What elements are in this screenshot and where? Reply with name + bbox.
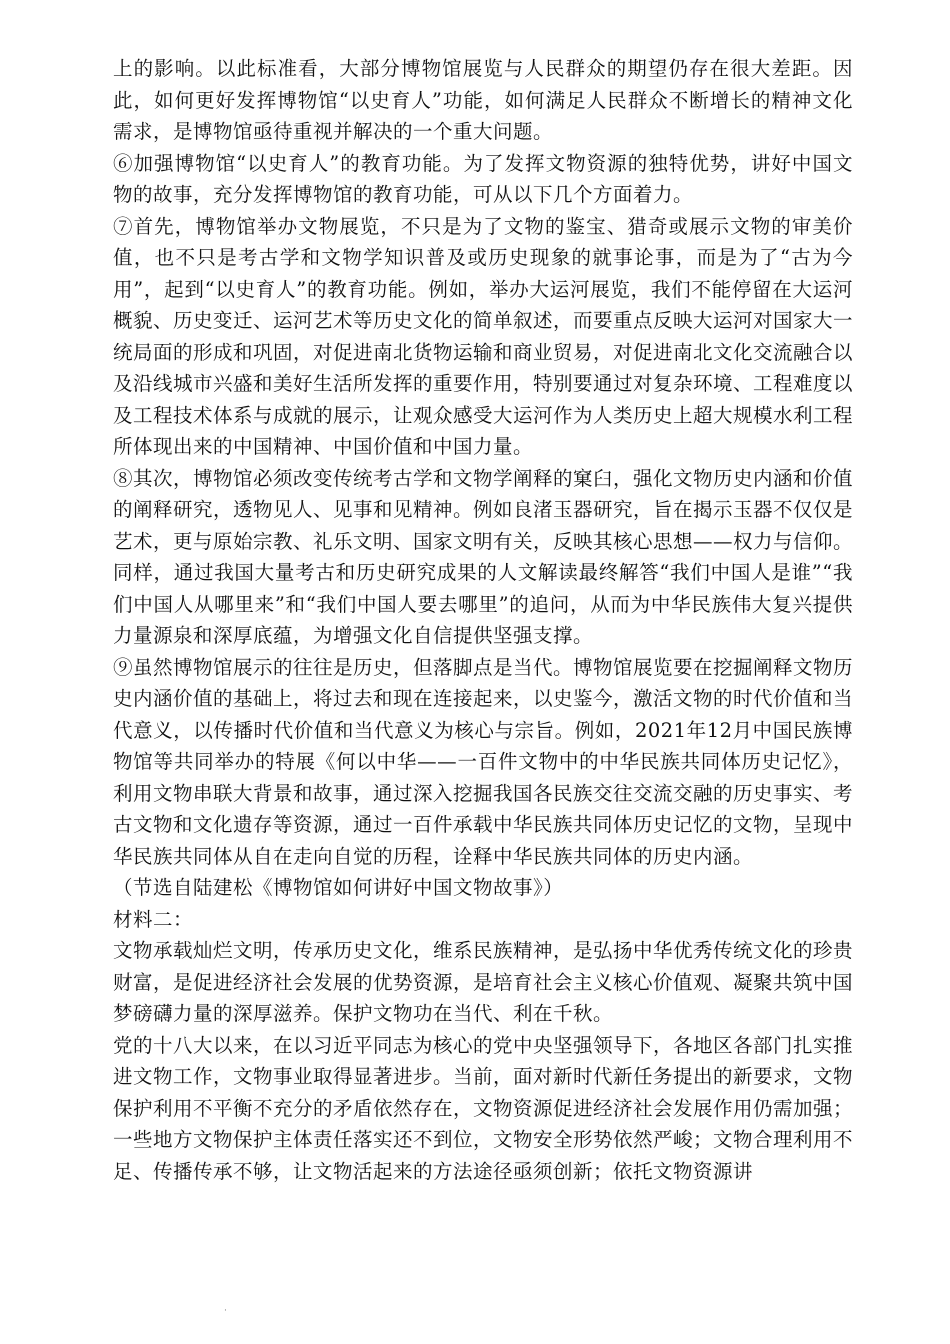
paragraph-7: ⑦首先，博物馆举办文物展览，不只是为了文物的鉴宝、猎奇或展示文物的审美价值，也不只是考古学和文物学知识普及或历史现象的就事论事，而是为了“古为今用”，起到“以史育人”的教育功能。例如，举办大运河展览，我们不能停留在大运河概貌、历史变迁、运河艺术等历史文化的简单叙述，而要重点反映大运河对国家大一统局面的形成和巩固，对促进南北货物运输和商业贸易，对促进南北文化交流融合以及沿线城市兴盛和美好生活所发挥的重要作用，特别要通过对复杂环境、工程难度以及工程技术体系与成就的展示，让观众感受大运河作为人类历史上超大规模水利工程所体现出来的中国精神、中国价值和中国力量。 [113, 214, 854, 458]
material-two-paragraph-2: 党的十八大以来，在以习近平同志为核心的党中央坚强领导下，各地区各部门扎实推进文物工作，文物事业取得显著进步。当前，面对新时代新任务提出的新要求，文物保护利用不平衡不充分的矛盾依然存在，文物资源促进经济社会发展作用仍需加强；一些地方文物保护主体责任落实还不到位，文物安全形势依然严峻；文物合理利用不足、传播传承不够，让文物活起来的方法途径亟须创新；依托文物资源讲 [113, 1033, 854, 1183]
paragraph-6: ⑥加强博物馆“以史育人”的教育功能。为了发挥文物资源的独特优势，讲好中国文物的故事，充分发挥博物馆的教育功能，可从以下几个方面着力。 [113, 151, 853, 206]
footer-dot: · [224, 1306, 227, 1316]
material-two-heading: 材料二： [113, 907, 194, 931]
source-citation: （节选自陆建松《博物馆如何讲好中国文物故事》） [113, 876, 564, 899]
paragraph-8: ⑧其次，博物馆必须改变传统考古学和文物学阐释的窠臼，强化文物历史内涵和价值的阐释研究，透物见人、见事和见精神。例如良渚玉器研究，旨在揭示玉器不仅仅是艺术，更与原始宗教、礼乐文明、国家文明有关，反映其核心思想——权力与信仰。同样，通过我国大量考古和历史研究成果的人文解读最终解答“我们中国人是谁”“我们中国人从哪里来”和“我们中国人要去哪里”的追问，从而为中华民族伟大复兴提供力量源泉和深厚底蕴，为增强文化自信提供坚强支撑。 [113, 466, 854, 647]
material-two-paragraph-1: 文物承载灿烂文明，传承历史文化，维系民族精神，是弘扬中华优秀传统文化的珍贵财富，是促进经济社会发展的优势资源，是培育社会主义核心价值观、凝聚共筑中国梦磅礴力量的深厚滋养。保护文物功在当代、利在千秋。 [113, 939, 854, 1025]
paragraph-intro-continuation: 上的影响。以此标准看，大部分博物馆展览与人民群众的期望仍存在很大差距。因此，如何更好发挥博物馆“以史育人”功能，如何满足人民群众不断增长的精神文化需求，是博物馆亟待重视并解决的一个重大问题。 [113, 57, 853, 143]
article-body [113, 53, 853, 1187]
paragraph-9: ⑨虽然博物馆展示的往往是历史，但落脚点是当代。博物馆展览要在挖掘阐释文物历史内涵价值的基础上，将过去和现在连接起来，以史鉴今，激活文物的时代价值和当代意义，以传播时代价值和当代意义为核心与宗旨。例如，2021年12月中国民族博物馆等共同举办的特展《何以中华——一百件文物中的中华民族共同体历史记忆》，利用文物串联大背景和故事，通过深入挖掘我国各民族交往交流交融的历史事实、考古文物和文化遗存等资源，通过一百件承载中华民族共同体历史记忆的文物，呈现中华民族共同体从自在走向自觉的历程，诠释中华民族共同体的历史内涵。 [113, 655, 854, 868]
